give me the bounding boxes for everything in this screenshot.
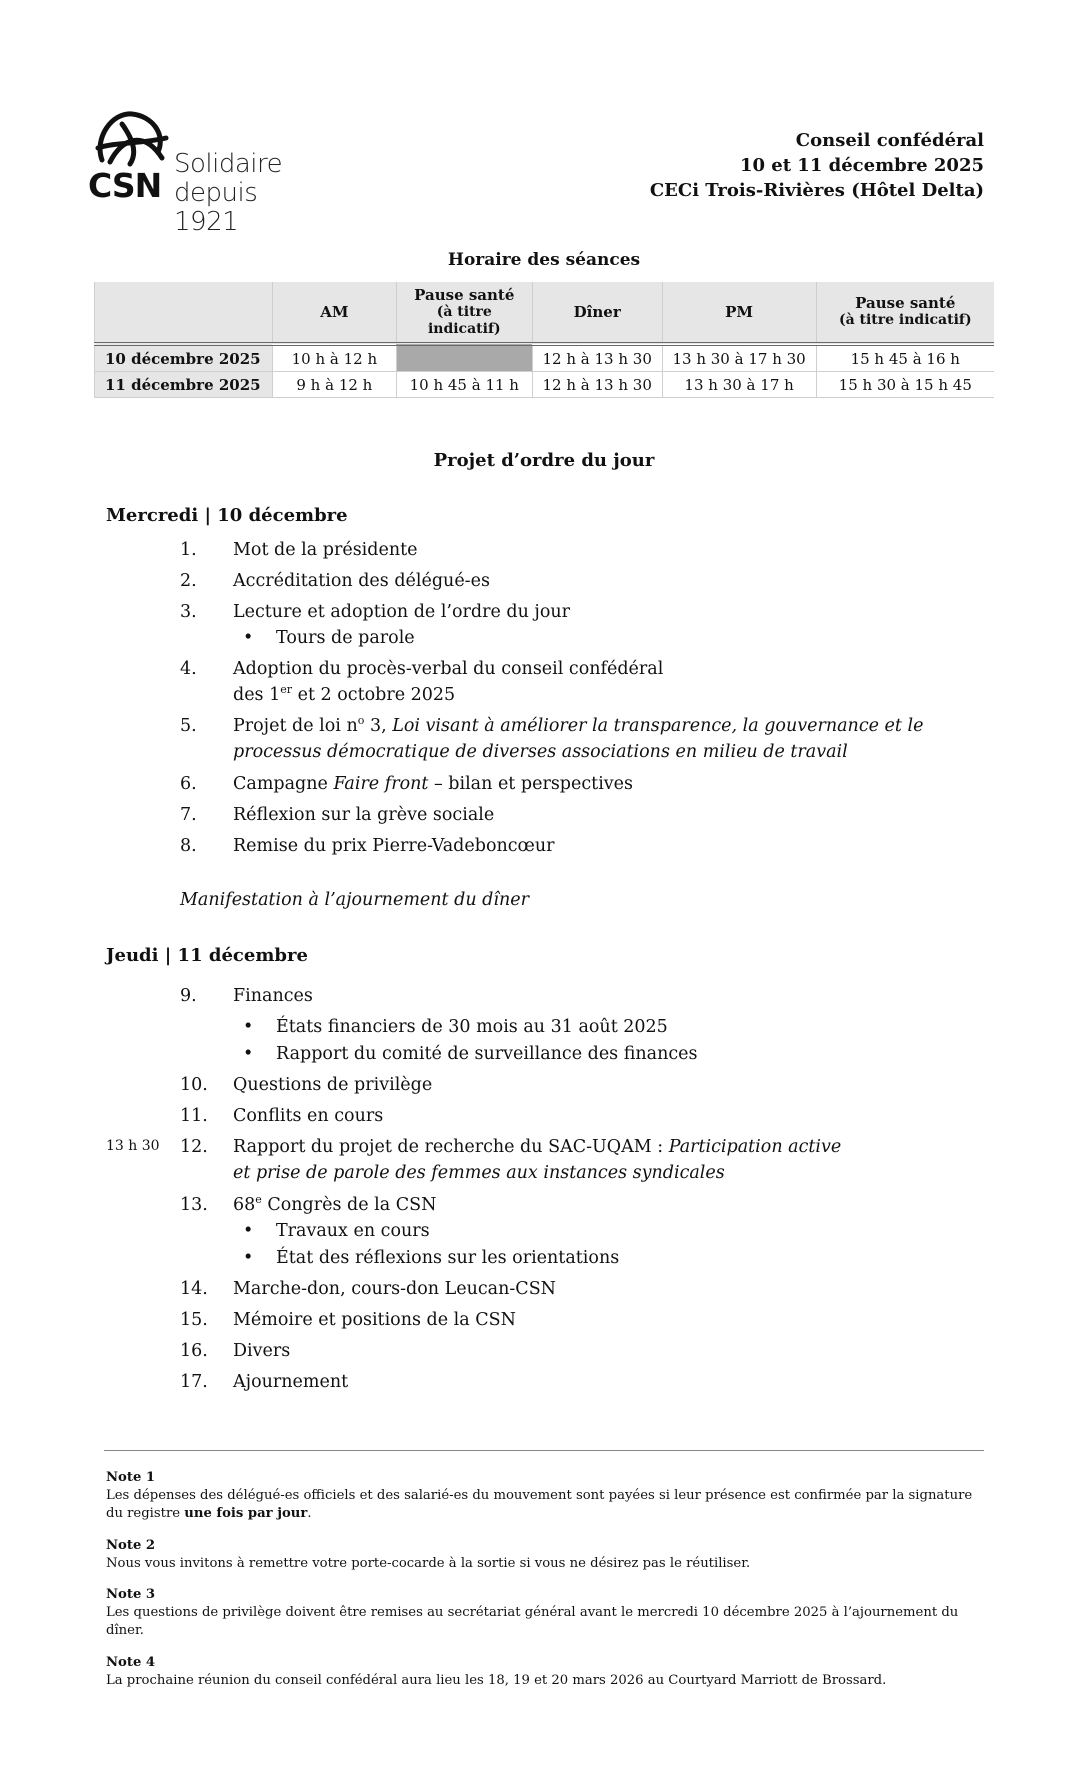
campaign-name: Faire front [333, 774, 429, 794]
bullet-text: Tours de parole [276, 628, 415, 648]
item-text: Mémoire et positions de la CSN [233, 1310, 516, 1330]
item-text: Réflexion sur la grève sociale [233, 805, 495, 825]
csn-knot-logo-icon [92, 108, 172, 170]
item-text [233, 771, 633, 797]
item-text: Mot de la présidente [233, 540, 418, 560]
cell-am: 9 h à 12 h [272, 372, 396, 398]
schedule-table [94, 282, 994, 398]
item-number: 8. [180, 836, 197, 856]
item-text: Remise du prix Pierre-Vadeboncœur [233, 836, 555, 856]
item-number: 12. [180, 1137, 208, 1157]
note-emphasis: une fois par jour [184, 1506, 308, 1521]
item-number: 3. [180, 602, 197, 622]
item-text: Finances [233, 986, 313, 1006]
schedule-header-empty [95, 282, 273, 344]
note-title: Note 2 [106, 1538, 156, 1553]
schedule-header-row [95, 282, 995, 344]
item-line1: Adoption du procès-verbal du conseil confédéral [233, 659, 664, 679]
bullet-text: État des réflexions sur les orientations [276, 1248, 620, 1268]
report-title-line1: Participation active [668, 1137, 842, 1157]
item-text [233, 713, 923, 765]
agenda-title: Projet d’ordre du jour [433, 450, 655, 471]
item-line1 [233, 1134, 841, 1160]
item-pre: Rapport du projet de recherche du SAC-UQAM : [233, 1137, 669, 1157]
item-text: Questions de privilège [233, 1075, 433, 1095]
superscript: e [255, 1193, 262, 1207]
item-pre: Projet de loi n [233, 716, 358, 736]
item-number: 9. [180, 986, 197, 1006]
item-number: 14. [180, 1279, 208, 1299]
notes-divider [104, 1450, 984, 1451]
law-title-line2: processus démocratique de diverses associations en milieu de travail [233, 742, 848, 762]
item-number: 11. [180, 1106, 208, 1126]
bullet-text: Travaux en cours [276, 1221, 430, 1241]
item-text [233, 656, 663, 708]
item-line2-post: et 2 octobre 2025 [292, 685, 456, 705]
item-12-time: 13 h 30 [106, 1138, 160, 1154]
day2-heading: Jeudi | 11 décembre [106, 945, 308, 966]
logo-tagline-line2: depuis 1921 [174, 178, 258, 237]
day1-heading: Mercredi | 10 décembre [106, 505, 348, 526]
bullet-text: États financiers de 30 mois au 31 août 2025 [276, 1017, 668, 1037]
item-number: 13. [180, 1195, 208, 1215]
item-number: 4. [180, 659, 197, 679]
item-text [233, 1134, 841, 1186]
note-1 [106, 1469, 986, 1523]
superscript: o [357, 714, 365, 728]
note-text: Les questions de privilège doivent être remises au secrétariat général avant le mercredi 10 décembre 2025 à l’ajournement du dîner. [106, 1605, 959, 1638]
table-row [95, 344, 995, 372]
note-3 [106, 1586, 986, 1640]
schedule-title: Horaire des séances [447, 250, 641, 270]
cell-diner: 12 h à 13 h 30 [532, 372, 662, 398]
note-text-end: . [307, 1506, 312, 1521]
cell-pause2: 15 h 45 à 16 h [816, 344, 994, 372]
note-text: La prochaine réunion du conseil confédéral aura lieu les 18, 19 et 20 mars 2026 au Courtyard Marriott de Brossard. [106, 1673, 887, 1688]
header-title: Conseil confédéral [795, 130, 984, 151]
cell-pause1 [396, 344, 532, 372]
schedule-header-diner: Dîner [532, 282, 662, 344]
item-line2 [233, 682, 663, 708]
note-4 [106, 1654, 986, 1690]
manifestation-note: Manifestation à l’ajournement du dîner [180, 890, 529, 910]
note-title: Note 4 [106, 1655, 156, 1670]
item-number: 1. [180, 540, 197, 560]
cell-pause2: 15 h 30 à 15 h 45 [816, 372, 994, 398]
note-text: Nous vous invitons à remettre votre porte-cocarde à la sortie si vous ne désirez pas le réutiliser. [106, 1556, 751, 1571]
schedule-header-pause1 [396, 282, 532, 344]
row-date: 11 décembre 2025 [95, 372, 273, 398]
item-text: Accréditation des délégué-es [233, 571, 490, 591]
cell-pm: 13 h 30 à 17 h 30 [662, 344, 816, 372]
item-text: Conflits en cours [233, 1106, 384, 1126]
item-post: Congrès de la CSN [261, 1195, 437, 1215]
logo-tagline [174, 150, 328, 237]
pause1-line2: (à titre [436, 303, 492, 320]
item-pre: Campagne [233, 774, 334, 794]
note-2 [106, 1537, 986, 1573]
row-date: 10 décembre 2025 [95, 344, 273, 372]
note-title: Note 3 [106, 1587, 156, 1602]
note-text: Les dépenses des délégué-es officiels et des salarié-es du mouvement sont payées si leur présence est confirmée par la signature du registre [106, 1488, 973, 1521]
cell-pm: 13 h 30 à 17 h [662, 372, 816, 398]
item-number: 6. [180, 774, 197, 794]
header-dates: 10 et 11 décembre 2025 [739, 155, 984, 176]
report-title-line2: et prise de parole des femmes aux instances syndicales [233, 1163, 725, 1183]
schedule-header-am: AM [272, 282, 396, 344]
schedule-header-pause2 [816, 282, 994, 344]
law-title-line1: Loi visant à améliorer la transparence, la gouvernance et le [392, 716, 924, 736]
item-text: Divers [233, 1341, 291, 1361]
item-number: 16. [180, 1341, 208, 1361]
pause1-line3: indicatif) [427, 320, 501, 337]
item-mid: 3, [364, 716, 393, 736]
pause2-line1: Pause santé [855, 294, 956, 312]
table-row [95, 372, 995, 398]
item-number: 15. [180, 1310, 208, 1330]
item-text [233, 1192, 436, 1218]
item-line1 [233, 713, 923, 739]
item-number: 17. [180, 1372, 208, 1392]
csn-wordmark: CSN [88, 166, 162, 205]
item-number: 10. [180, 1075, 208, 1095]
note-title: Note 1 [106, 1470, 156, 1485]
item-post: – bilan et perspectives [428, 774, 634, 794]
logo-tagline-line1: Solidaire [174, 149, 283, 179]
pause2-line2: (à titre indicatif) [838, 312, 972, 328]
item-text: Ajournement [233, 1372, 349, 1392]
item-number: 2. [180, 571, 197, 591]
item-text: Marche-don, cours-don Leucan-CSN [233, 1279, 556, 1299]
item-text: Lecture et adoption de l’ordre du jour [233, 602, 570, 622]
cell-diner: 12 h à 13 h 30 [532, 344, 662, 372]
item-number: 5. [180, 716, 197, 736]
bullet-text: Rapport du comité de surveillance des finances [276, 1044, 698, 1064]
schedule-header-pm: PM [662, 282, 816, 344]
item-pre: 68 [233, 1195, 256, 1215]
superscript: er [280, 683, 293, 697]
cell-pause1: 10 h 45 à 11 h [396, 372, 532, 398]
item-line2-pre: des 1 [233, 685, 281, 705]
pause1-line1: Pause santé [414, 285, 515, 304]
header-location: CECi Trois-Rivières (Hôtel Delta) [649, 180, 984, 201]
cell-am: 10 h à 12 h [272, 344, 396, 372]
document-header [650, 128, 984, 203]
item-number: 7. [180, 805, 197, 825]
csn-logo [88, 108, 328, 237]
